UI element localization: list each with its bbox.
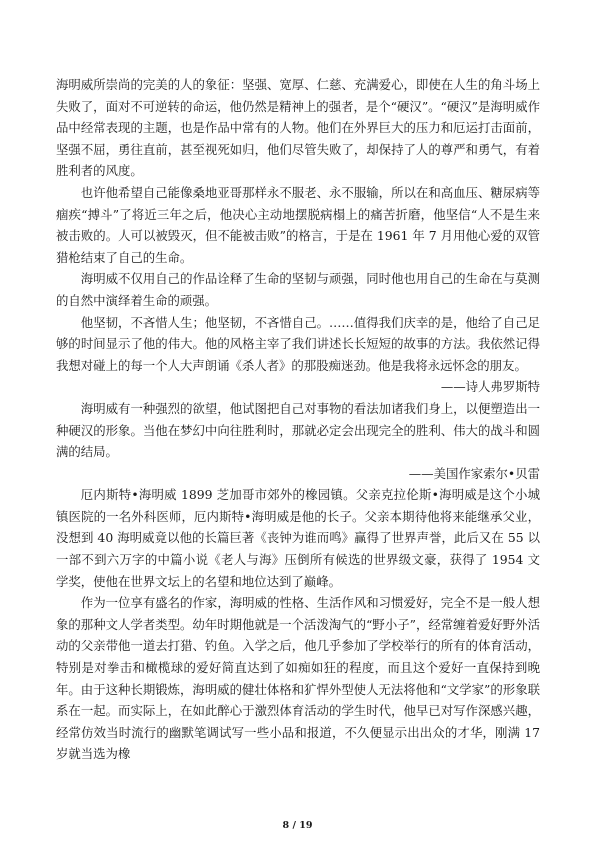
quote-bellow: 海明威有一种强烈的欲望，他试图把自己对事物的看法加诸我们身上，以便塑造出一种硬汉的形象。当他在梦幻中向往胜利时，那就必定会出现完全的胜利、伟大的战斗和圆满的结局。 [56, 400, 540, 460]
document-body [56, 74, 540, 765]
paragraph-final-struggle: 也许他希望自己能像桑地亚哥那样永不服老、永不服输，所以在和高血压、糖尿病等痼疾“搏斗”了将近三年之后，他决心主动地摆脱病榻上的痛苦折磨，他坚信“人不是生来被击败的。人可以被毁灭，但不能被击败”的格言，于是在 1961 年 7 月用他心爱的双管猎枪结束了自己的生命。 [56, 184, 540, 265]
paragraph-personality: 作为一位享有盛名的作家，海明威的性格、生活作风和习惯爱好，完全不是一般人想象的那种文人学者类型。幼年时期他就是一个活泼淘气的“野小子”，经常缠着爱好野外活动的父亲带他一道去打猎、钓鱼。入学之后，他几乎参加了学校举行的所有的体育活动，特别是对拳击和橄榄球的爱好简直达到了如痴如狂的程度，而且这个爱好一直保持到晚年。由于这种长期锻炼，海明威的健壮体格和犷悍外型使人无法将他和“文学家”的形象联系在一起。而实际上，在如此醉心于激烈体育活动的学生时代，他早已对写作深感兴趣，经常仿效当时流行的幽默笔调试写一些小品和报道，不久便显示出出众的才华，刚满 17 岁就当选为橡 [56, 595, 540, 762]
paragraph-life-tenacity: 海明威不仅用自己的作品诠释了生命的坚韧与顽强，同时他也用自己的生命在与莫测的自然中演绎着生命的顽强。 [56, 271, 540, 308]
attribution-bellow: ——美国作家索尔•贝雷 [408, 465, 540, 481]
paragraph-biography: 厄内斯特•海明威 1899 芝加哥市郊外的橡园镇。父亲克拉伦斯•海明威是这个小城镇医院的一名外科医师，厄内斯特•海明威是他的长子。父亲本期待他将来能继承父业，没想到 40 海明威竟以他的长篇巨著《丧钟为谁而鸣》赢得了世界声誉，此后又在 55 以一部不到六万字的中篇小说《老人与海》压倒所有候选的世界级文豪，获得了 1954 文学奖，使他在世界文坛上的名望和地位达到了巅峰。 [56, 487, 540, 589]
page-number: 8 / 19 [282, 820, 313, 831]
attribution-frost: ——诗人弗罗斯特 [440, 379, 540, 395]
paragraph-hardman-symbol: 海明威所崇尚的完美的人的象征：坚强、宽厚、仁慈、充满爱心，即使在人生的角斗场上失败了，面对不可逆转的命运，他仍然是精神上的强者，是个“硬汉”。“硬汉”是海明威作品中经常表现的主题，也是作品中常有的人物。他们在外界巨大的压力和厄运打击面前，坚强不屈，勇往直前，甚至视死如归，他们尽管失败了，却保持了人的尊严和勇气，有着胜利者的风度。 [56, 77, 540, 179]
quote-frost: 他坚韧，不吝惜人生；他坚韧，不吝惜自己。……值得我们庆幸的是，他给了自己足够的时间显示了他的伟大。他的风格主宰了我们讲述长长短短的故事的方法。我依然记得我想对碰上的每一个人大声朗诵《杀人者》的那股痴迷劲。他是我将永远怀念的朋友。 [56, 314, 540, 373]
